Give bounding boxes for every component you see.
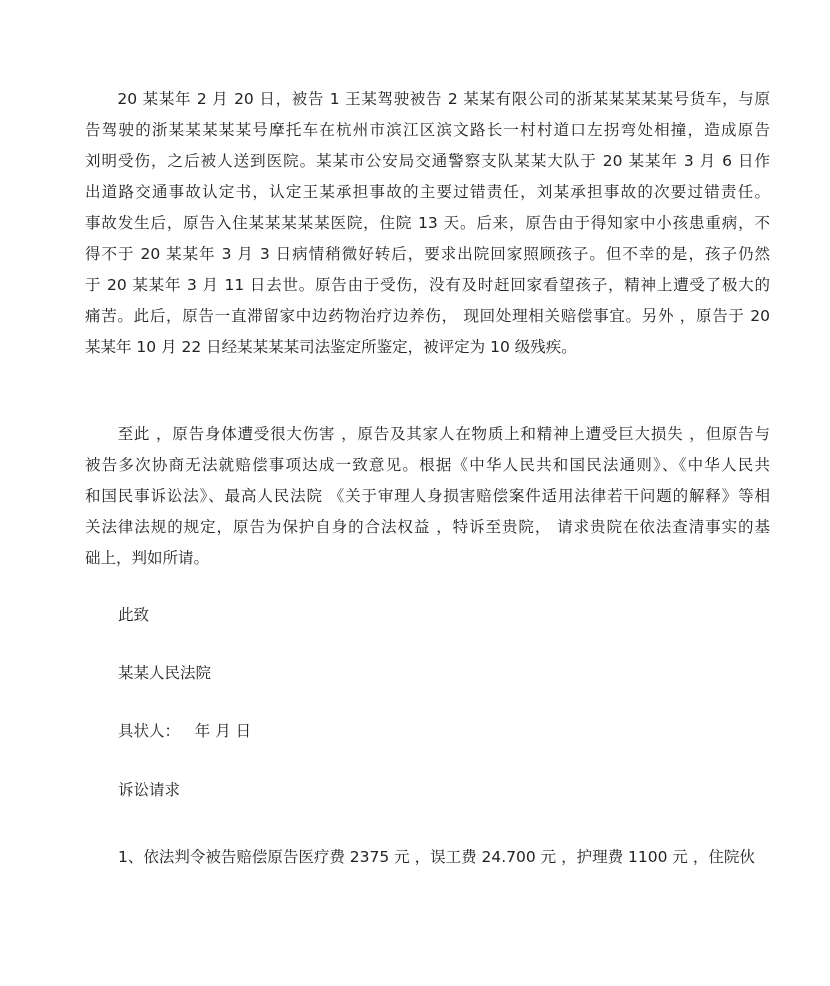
text-line: 痛苦。此后，原告一直滞留家中边药物治疗边养伤， 现回处理相关赔偿事宜。另外 ，原告于 20 [85, 307, 770, 325]
text-line: 被告多次协商无法就赔偿事项达成一致意见。根据《中华人民共和国民法通则》、《中华人民共 [85, 456, 770, 474]
text-line: 20 某某年 2 月 20 日，被告 1 王某驾驶被告 2 某某有限公司的浙某某某某某号货车，与原 [85, 90, 770, 108]
text-line: 某某年 10 月 22 日经某某某某司法鉴定所鉴定，被评定为 10 级残疾。 [85, 338, 577, 356]
document-body [85, 84, 770, 574]
text-line: 出道路交通事故认定书，认定王某承担事故的主要过错责任，刘某承担事故的次要过错责任。 [85, 183, 770, 201]
paragraph-facts [85, 84, 770, 363]
text-line: 于 20 某某年 3 月 11 日去世。原告由于受伤，没有及时赶回家看望孩子，精神上遭受了极大的 [85, 276, 770, 294]
claims-heading: 诉讼请求 [118, 781, 181, 799]
text-line: 至此 ，原告身体遭受很大伤害 ，原告及其家人在物质上和精神上遭受巨大损失 ，但原告与 [85, 425, 770, 443]
signature-line: 具状人： 年 月 日 [118, 722, 252, 740]
paragraph-reasons [85, 419, 770, 574]
court-name: 某某人民法院 [118, 664, 212, 682]
text-line: 础上，判如所请。 [85, 549, 210, 567]
text-line: 告驾驶的浙某某某某某号摩托车在杭州市滨江区滨文路长一村村道口左拐弯处相撞，造成原告 [85, 121, 770, 139]
text-line: 关法律法规的规定，原告为保护自身的合法权益 ，特诉至贵院， 请求贵院在依法查清事实的基 [85, 518, 770, 536]
text-line: 事故发生后，原告入住某某某某某医院，住院 13 天。后来，原告由于得知家中小孩患重病，不 [85, 214, 770, 232]
text-line: 和国民事诉讼法》、最高人民法院 《关于审理人身损害赔偿案件适用法律若干问题的解释》等相 [85, 487, 770, 505]
claim-item-1: 1、依法判令被告赔偿原告医疗费 2375 元 ，误工费 24.700 元 ，护理费 1100 元 ，住院伙 [118, 848, 755, 866]
text-line: 刘明受伤，之后被人送到医院。某某市公安局交通警察支队某某大队于 20 某某年 3 月 6 日作 [85, 152, 770, 170]
text-line: 得不于 20 某某年 3 月 3 日病情稍微好转后，要求出院回家照顾孩子。但不幸的是，孩子仍然 [85, 245, 770, 263]
closing-salutation: 此致 [118, 606, 150, 624]
